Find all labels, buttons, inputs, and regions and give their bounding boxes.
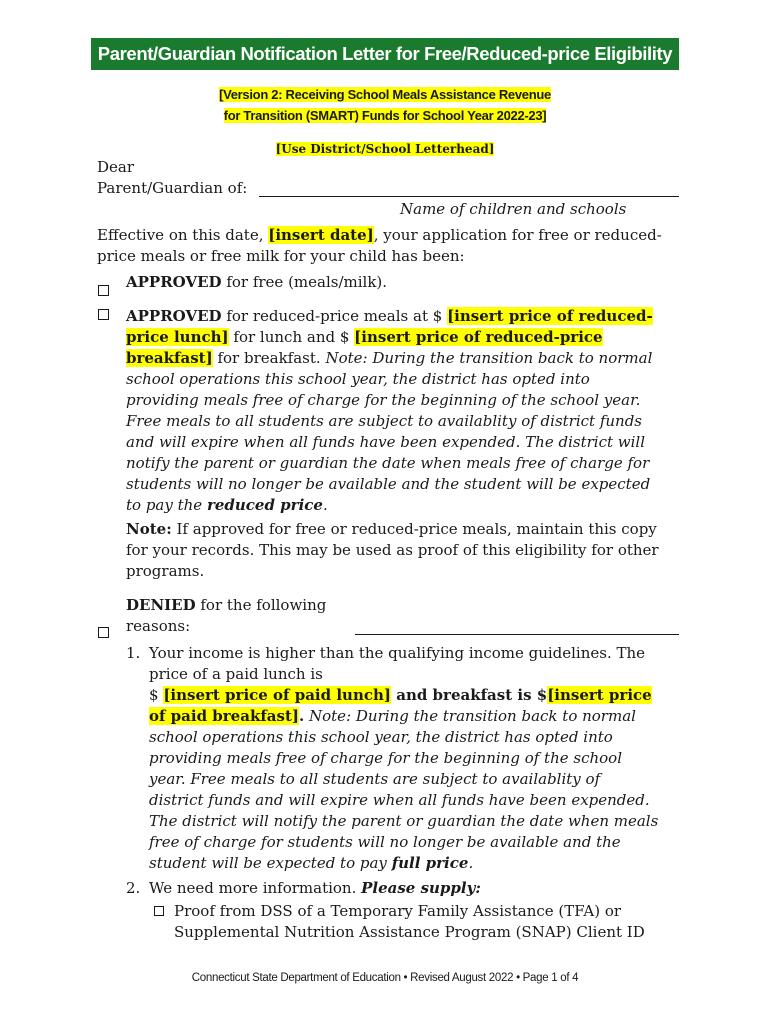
denied-line-1: DENIED for the following (126, 596, 327, 614)
page-title: Parent/Guardian Notification Letter for Free/Reduced-price Eligibility (97, 43, 673, 64)
reason-1-number: 1. (126, 644, 141, 662)
page-footer: Connecticut State Department of Education • Revised August 2022 • Page 1 of 4 (191, 972, 579, 984)
dss-proof-text: Proof from DSS of a Temporary Family Assistance (TFA) or Supplemental Nutrition Assistance Program (SNAP) Client ID (174, 902, 645, 941)
paid-lunch-price-placeholder: [insert price of paid lunch] (163, 686, 391, 704)
approved-reduced-checkbox[interactable] (98, 309, 109, 320)
approved-free-checkbox[interactable] (98, 285, 109, 296)
reason-1-text: Your income is higher than the qualifying income guidelines. The price of a paid lunch is $ [insert price of paid lunch] and breakfast is $[insert price of paid breakfast]. Note: During the transition back to normal school operations this school year, the district has opted into providing meals free of charge for the beginning of the school year. Free meals to all students are subject to availablity of district funds and will expire when all funds have been expended. The district will notify the parent or guardian the date when meals free of charge for students will no longer be available and the student will be expected to pay full price. (149, 644, 659, 872)
approved-reduced-text: APPROVED for reduced-price meals at $ [insert price of reduced-price lunch] for lunch and $ [insert price of reduced-price breakfast] for breakfast. Note: During the transition back to normal school operations this school year, the district has opted into providing meals free of charge for the beginning of the school year. Free meals to all students are subject to availablity of district funds and will expire when all funds have been expended. The district will notify the parent or guardian the date when meals free of charge for students will no longer be available and the student will be expected to pay the reduced price. (126, 307, 653, 514)
denied-line-2: reasons: (126, 617, 191, 635)
salutation-dear: Dear (97, 158, 135, 176)
denied-reasons-fill-line[interactable] (355, 634, 679, 635)
salutation-parent-guardian: Parent/Guardian of: (97, 179, 248, 197)
approved-free-text: APPROVED for free (meals/milk). (126, 273, 388, 291)
denied-checkbox[interactable] (98, 627, 109, 638)
version-line-1: [Version 2: Receiving School Meals Assistance Revenue (219, 87, 551, 102)
reduced-breakfast-price-placeholder: [insert price of reduced-price breakfast] (126, 328, 603, 367)
reason-2-text: We need more information. Please supply: (149, 879, 481, 897)
dss-proof-checkbox[interactable] (154, 906, 164, 916)
title-banner (91, 38, 679, 70)
paid-breakfast-price-placeholder: [insert price of paid breakfast] (149, 686, 652, 725)
reason-2-number: 2. (126, 879, 141, 897)
letterhead-note: [Use District/School Letterhead] (275, 142, 495, 156)
records-note: Note: If approved for free or reduced-price meals, maintain this copy for your records. This may be used as proof of this eligibility for other programs. (126, 520, 659, 580)
insert-date-placeholder: [insert date] (268, 226, 374, 244)
names-caption: Name of children and schools (400, 200, 627, 218)
version-line-2: for Transition (SMART) Funds for School Year 2022-23] (223, 108, 547, 123)
reduced-lunch-price-placeholder: [insert price of reduced-price lunch] (126, 307, 653, 346)
names-fill-line[interactable] (259, 196, 679, 197)
intro-paragraph: Effective on this date, [insert date], your application for free or reduced-price meals or free milk for your child has been: (97, 226, 662, 265)
